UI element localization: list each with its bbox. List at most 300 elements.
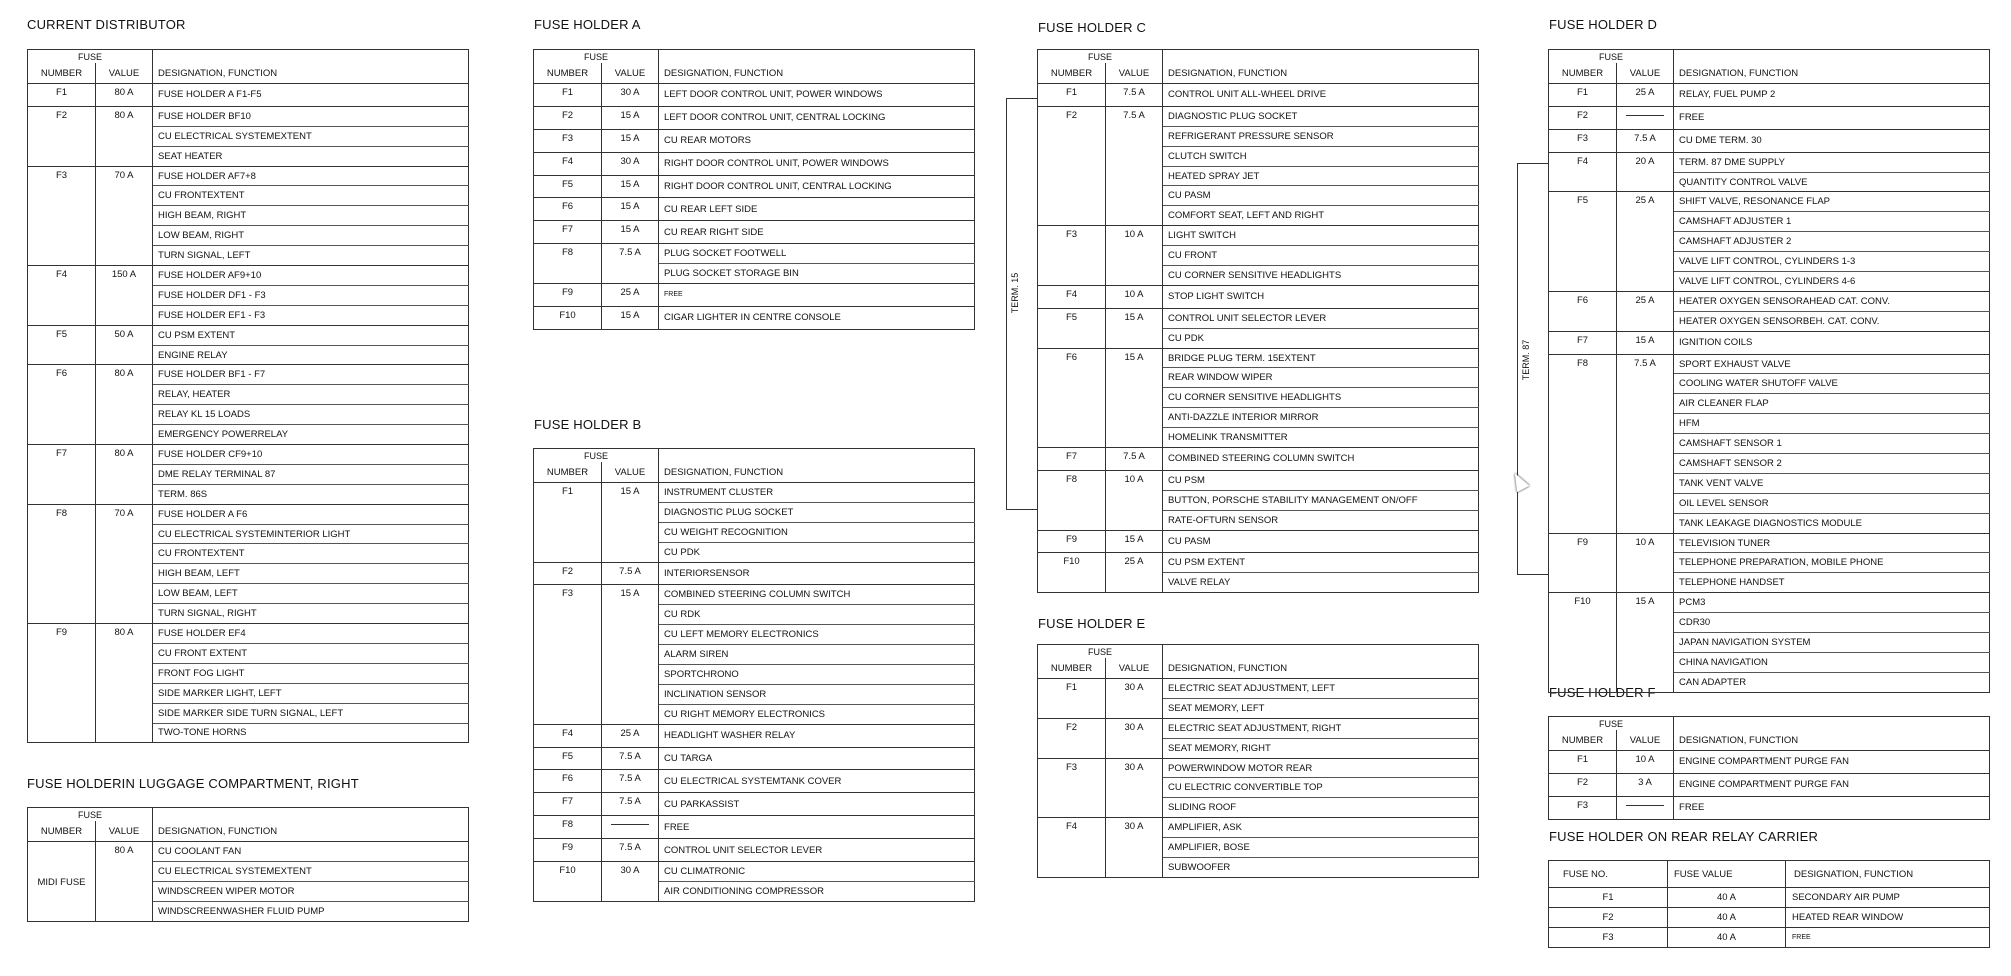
fuse-designation: HEATER OXYGEN SENSORAHEAD CAT. CONV. — [1674, 291, 1990, 311]
header-group-row — [1038, 50, 1479, 64]
header-group-row — [28, 808, 469, 822]
fuse-designation: REFRIGERANT PRESSURE SENSOR — [1163, 126, 1479, 146]
fuse-designation: CU ELECTRIC CONVERTIBLE TOP — [1163, 778, 1479, 798]
table-row — [1549, 152, 1990, 172]
fuse-value: 70 A — [96, 166, 153, 265]
fuse-value: 30 A — [1106, 679, 1163, 719]
fuse-value: 7.5 A — [602, 839, 659, 862]
fuse-number: F2 — [1038, 718, 1106, 758]
fuse-group-header: FUSE — [1549, 50, 1674, 64]
fuse-designation: CU PASM — [1163, 530, 1479, 553]
fuse-value: 10 A — [1106, 470, 1163, 530]
fuse-number: F5 — [1038, 308, 1106, 348]
fuse-designation: WINDSCREENWASHER FLUID PUMP — [153, 901, 469, 921]
fuse-designation: RATE-OFTURN SENSOR — [1163, 510, 1479, 530]
table-row — [1549, 751, 1990, 774]
header-spacer — [659, 50, 975, 64]
table-row — [1038, 718, 1479, 738]
value-header: VALUE — [1617, 63, 1674, 84]
table-row — [1549, 773, 1990, 796]
fuse-group-header: FUSE — [28, 808, 153, 822]
fuse-designation: JAPAN NAVIGATION SYSTEM — [1674, 633, 1990, 653]
fuse-number: F9 — [534, 839, 602, 862]
fuse-value: 10 A — [1106, 226, 1163, 286]
empty-value-dash — [1626, 115, 1664, 116]
table-row — [534, 129, 975, 152]
fuse-value: 15 A — [1106, 348, 1163, 447]
fuse-value: 30 A — [602, 84, 659, 107]
header-row — [1549, 730, 1990, 751]
fuse-designation: HIGH BEAM, LEFT — [153, 564, 469, 584]
fuse-designation: AIR CONDITIONING COMPRESSOR — [659, 881, 975, 901]
fuse-number: F2 — [1549, 908, 1668, 928]
fuse-designation: CLUTCH SWITCH — [1163, 146, 1479, 166]
fuse-designation: CIGAR LIGHTER IN CENTRE CONSOLE — [659, 306, 975, 329]
fuse-designation: FUSE HOLDER EF4 — [153, 624, 469, 644]
value-header: VALUE — [602, 63, 659, 84]
fuse-number: F5 — [534, 175, 602, 198]
fuse-number: F3 — [534, 585, 602, 724]
table-row — [28, 445, 469, 465]
fuse-designation: ELECTRIC SEAT ADJUSTMENT, LEFT — [1163, 679, 1479, 699]
fuse-number: F8 — [1038, 470, 1106, 530]
fuse-value: 25 A — [602, 284, 659, 307]
table-row — [1549, 593, 1990, 613]
fuse-number: F3 — [28, 166, 96, 265]
fuse-designation: CU PDK — [1163, 328, 1479, 348]
fuse-designation: RIGHT DOOR CONTROL UNIT, CENTRAL LOCKING — [659, 175, 975, 198]
table-row — [1038, 106, 1479, 126]
header-group-row — [1549, 717, 1990, 731]
fuse-number: F1 — [1549, 888, 1668, 908]
fuse-designation: CU ELECTRICAL SYSTEMEXTENT — [153, 861, 469, 881]
fuse-designation: CU TARGA — [659, 747, 975, 770]
fuse-designation: ELECTRIC SEAT ADJUSTMENT, RIGHT — [1163, 718, 1479, 738]
fuse-value: 70 A — [96, 504, 153, 623]
fuse-designation: SEAT MEMORY, LEFT — [1163, 698, 1479, 718]
fuse-designation: OIL LEVEL SENSOR — [1674, 493, 1990, 513]
designation-header: DESIGNATION, FUNCTION — [1674, 730, 1990, 751]
fuse-number: F4 — [1038, 285, 1106, 308]
table-row — [534, 562, 975, 585]
fuse-value: 10 A — [1617, 533, 1674, 593]
table-row — [28, 266, 469, 286]
fuse-designation: CU PARKASSIST — [659, 793, 975, 816]
fuse-value: 25 A — [1617, 84, 1674, 107]
fuse-value: 30 A — [1106, 718, 1163, 758]
designation-header: DESIGNATION, FUNCTION — [659, 63, 975, 84]
fuse-value: 15 A — [602, 306, 659, 329]
fuse-value: 7.5 A — [1617, 129, 1674, 152]
table-row — [534, 221, 975, 244]
fuse-designation: FREE — [1786, 928, 1990, 948]
fuse-number: F2 — [1549, 773, 1617, 796]
fuse-designation: SIDE MARKER SIDE TURN SIGNAL, LEFT — [153, 703, 469, 723]
fuse-value: 30 A — [1106, 758, 1163, 818]
table-row — [1038, 285, 1479, 308]
designation-header: DESIGNATION, FUNCTION — [1674, 63, 1990, 84]
fuse-designation: FUSE HOLDER BF1 - F7 — [153, 365, 469, 385]
header-spacer — [153, 50, 469, 64]
fuse-value: 50 A — [96, 325, 153, 365]
fuse-value: 7.5 A — [1106, 106, 1163, 225]
fuse-value: 7.5 A — [602, 770, 659, 793]
fuse-number: F7 — [28, 445, 96, 505]
fuse-value: 15 A — [602, 129, 659, 152]
fuse-designation: CAMSHAFT SENSOR 2 — [1674, 454, 1990, 474]
header-spacer — [1674, 717, 1990, 731]
fuse-designation: QUANTITY CONTROL VALVE — [1674, 172, 1990, 192]
table-row — [1549, 354, 1990, 374]
header-row — [1038, 658, 1479, 679]
luggage-holder-table — [27, 807, 469, 922]
designation-header: DESIGNATION, FUNCTION — [659, 462, 975, 483]
fuse-designation: FUSE HOLDER CF9+10 — [153, 445, 469, 465]
fuse-designation: FRONT FOG LIGHT — [153, 663, 469, 683]
fuse-value: 15 A — [1106, 308, 1163, 348]
table-row — [1549, 192, 1990, 212]
fuse-designation: ENGINE RELAY — [153, 345, 469, 365]
current-distributor-table — [27, 49, 469, 743]
fuse-number: F6 — [1038, 348, 1106, 447]
table-row — [534, 152, 975, 175]
fuse-designation: CAN ADAPTER — [1674, 672, 1990, 692]
fuse-designation: DIAGNOSTIC PLUG SOCKET — [1163, 106, 1479, 126]
empty-value-dash — [611, 824, 649, 825]
fuse-group-header: FUSE — [534, 50, 659, 64]
fuse-designation: CAMSHAFT ADJUSTER 2 — [1674, 232, 1990, 252]
fuse-number: F4 — [1038, 818, 1106, 878]
fuse-designation: FUSE HOLDER DF1 - F3 — [153, 285, 469, 305]
fuse-number: F9 — [28, 624, 96, 743]
fuse-number: F6 — [534, 770, 602, 793]
table-row — [1038, 530, 1479, 553]
fuse-designation: SLIDING ROOF — [1163, 798, 1479, 818]
fuse-designation: CONTROL UNIT ALL-WHEEL DRIVE — [1163, 84, 1479, 107]
fuse-designation: TURN SIGNAL, LEFT — [153, 246, 469, 266]
fuse-value: 7.5 A — [602, 562, 659, 585]
fuse-designation: CU PSM EXTENT — [1163, 553, 1479, 573]
fuse-holder-e-table — [1037, 644, 1479, 878]
header-group-row — [534, 50, 975, 64]
fuse-designation: LOW BEAM, RIGHT — [153, 226, 469, 246]
designation-header: DESIGNATION, FUNCTION — [153, 821, 469, 842]
fuse-designation: HEATED SPRAY JET — [1163, 166, 1479, 186]
fuse-value: 7.5 A — [602, 793, 659, 816]
fuse-number: F1 — [1038, 679, 1106, 719]
fuse-designation: COMBINED STEERING COLUMN SWITCH — [659, 585, 975, 605]
fuse-designation: TERM. 86S — [153, 484, 469, 504]
fuse-number: F9 — [1549, 533, 1617, 593]
fuse-designation: CU DME TERM. 30 — [1674, 129, 1990, 152]
header-spacer — [659, 449, 975, 463]
fuse-designation: CDR30 — [1674, 613, 1990, 633]
table-row — [1549, 106, 1990, 129]
fuse-value: 15 A — [602, 175, 659, 198]
luggage-holder-title: FUSE HOLDERIN LUGGAGE COMPARTMENT, RIGHT — [27, 776, 359, 791]
fuse-holder-e-title: FUSE HOLDER E — [1038, 616, 1146, 631]
fuse-designation: FREE — [1674, 106, 1990, 129]
fuse-designation: FUSE HOLDER A F6 — [153, 504, 469, 524]
fuse-designation: CU REAR RIGHT SIDE — [659, 221, 975, 244]
header-row — [534, 462, 975, 483]
fuse-holder-a-title: FUSE HOLDER A — [534, 17, 641, 32]
fuse-value: 40 A — [1668, 888, 1786, 908]
header-group-row — [1549, 50, 1990, 64]
header-spacer — [153, 808, 469, 822]
table-row — [28, 624, 469, 644]
fuse-designation: CU CLIMATRONIC — [659, 862, 975, 882]
fuse-number: F2 — [1038, 106, 1106, 225]
fuse-designation: RELAY, FUEL PUMP 2 — [1674, 84, 1990, 107]
fuse-designation: PLUG SOCKET FOOTWELL — [659, 244, 975, 264]
table-row — [534, 106, 975, 129]
fuse-designation: INTERIORSENSOR — [659, 562, 975, 585]
table-row — [1549, 888, 1990, 908]
fuse-value: 30 A — [602, 152, 659, 175]
fuse-group-header: FUSE — [28, 50, 153, 64]
header-spacer — [1674, 50, 1990, 64]
fuse-value — [1617, 106, 1674, 129]
fuse-designation: COMBINED STEERING COLUMN SWITCH — [1163, 448, 1479, 471]
fuse-designation: COOLING WATER SHUTOFF VALVE — [1674, 374, 1990, 394]
fuse-value — [1617, 796, 1674, 819]
fuse-number: F3 — [1549, 796, 1617, 819]
fuse-designation: SUBWOOFER — [1163, 858, 1479, 878]
fuse-designation: CU WEIGHT RECOGNITION — [659, 522, 975, 542]
fuse-value: 7.5 A — [1106, 448, 1163, 471]
header-row — [28, 821, 469, 842]
fuse-designation: LEFT DOOR CONTROL UNIT, CENTRAL LOCKING — [659, 106, 975, 129]
designation-header: DESIGNATION, FUNCTION — [153, 63, 469, 84]
fuse-value: 7.5 A — [1617, 354, 1674, 533]
table-row — [1549, 129, 1990, 152]
fuse-designation: CU COOLANT FAN — [153, 842, 469, 862]
table-row — [1038, 553, 1479, 573]
fuse-designation: STOP LIGHT SWITCH — [1163, 285, 1479, 308]
fuse-value: 15 A — [602, 221, 659, 244]
fuse-number: F1 — [1549, 751, 1617, 774]
fuse-value: 10 A — [1106, 285, 1163, 308]
fuse-value: 80 A — [96, 84, 153, 107]
fuse-designation: TELEVISION TUNER — [1674, 533, 1990, 553]
fuse-value: 40 A — [1668, 928, 1786, 948]
value-header: VALUE — [602, 462, 659, 483]
table-row — [1549, 796, 1990, 819]
fuse-value: 3 A — [1617, 773, 1674, 796]
fuse-value: 7.5 A — [602, 244, 659, 284]
header-group-row — [1038, 645, 1479, 659]
header-spacer — [1163, 645, 1479, 659]
header-row — [534, 63, 975, 84]
fuse-designation: HEADLIGHT WASHER RELAY — [659, 724, 975, 747]
table-row — [534, 284, 975, 307]
fuse-designation: TURN SIGNAL, RIGHT — [153, 604, 469, 624]
fuse-designation: PCM3 — [1674, 593, 1990, 613]
fuse-number: F2 — [1549, 106, 1617, 129]
term-15-label: TERM. 15 — [1010, 272, 1020, 314]
fuse-number: F9 — [1038, 530, 1106, 553]
fuse-number: F10 — [1549, 593, 1617, 692]
fuse-value: 25 A — [602, 724, 659, 747]
fuse-designation: FREE — [659, 284, 975, 307]
fuse-number: F3 — [1549, 129, 1617, 152]
table-row — [534, 793, 975, 816]
fuse-number: F3 — [534, 129, 602, 152]
fuse-value-header: FUSE VALUE — [1668, 861, 1786, 888]
fuse-value: 25 A — [1617, 291, 1674, 331]
fuse-designation: BUTTON, PORSCHE STABILITY MANAGEMENT ON/OFF — [1163, 490, 1479, 510]
table-row — [1038, 679, 1479, 699]
fuse-designation: CU PSM EXTENT — [153, 325, 469, 345]
fuse-designation: SECONDARY AIR PUMP — [1786, 888, 1990, 908]
fuse-designation: CU RDK — [659, 605, 975, 625]
fuse-holder-b-title: FUSE HOLDER B — [534, 417, 642, 432]
fuse-designation: VALVE LIFT CONTROL, CYLINDERS 4-6 — [1674, 272, 1990, 292]
table-row — [28, 84, 469, 107]
fuse-number: F6 — [534, 198, 602, 221]
fuse-designation: HOMELINK TRANSMITTER — [1163, 428, 1479, 448]
table-row — [28, 166, 469, 186]
fuse-value: 20 A — [1617, 152, 1674, 192]
fuse-group-header: FUSE — [1038, 50, 1163, 64]
fuse-number: F10 — [534, 306, 602, 329]
fuse-designation: CHINA NAVIGATION — [1674, 652, 1990, 672]
fuse-designation: CU REAR LEFT SIDE — [659, 198, 975, 221]
fuse-value: 15 A — [602, 106, 659, 129]
fuse-number: F3 — [1038, 226, 1106, 286]
designation-header: DESIGNATION, FUNCTION — [1163, 658, 1479, 679]
rear-relay-table — [1548, 860, 1990, 948]
current-distributor-title: CURRENT DISTRIBUTOR — [27, 17, 186, 32]
fuse-designation: CAMSHAFT SENSOR 1 — [1674, 434, 1990, 454]
fuse-designation: HIGH BEAM, RIGHT — [153, 206, 469, 226]
fuse-designation: RELAY, HEATER — [153, 385, 469, 405]
header-row — [1038, 63, 1479, 84]
fuse-designation: CU PASM — [1163, 186, 1479, 206]
fuse-designation: FREE — [1674, 796, 1990, 819]
fuse-number: F5 — [1549, 192, 1617, 291]
table-row — [1038, 470, 1479, 490]
fuse-designation: RELAY KL 15 LOADS — [153, 405, 469, 425]
fuse-designation: HFM — [1674, 414, 1990, 434]
table-row — [534, 244, 975, 264]
table-row — [28, 842, 469, 862]
header-group-row — [534, 449, 975, 463]
number-header: NUMBER — [28, 63, 96, 84]
fuse-designation: TANK LEAKAGE DIAGNOSTICS MODULE — [1674, 513, 1990, 533]
fuse-designation: DIAGNOSTIC PLUG SOCKET — [659, 502, 975, 522]
fuse-designation: AMPLIFIER, BOSE — [1163, 838, 1479, 858]
fuse-value: 80 A — [96, 445, 153, 505]
fuse-designation: ENGINE COMPARTMENT PURGE FAN — [1674, 773, 1990, 796]
fuse-designation: CU REAR MOTORS — [659, 129, 975, 152]
fuse-value: 25 A — [1106, 553, 1163, 593]
fuse-designation: AMPLIFIER, ASK — [1163, 818, 1479, 838]
fuse-designation: FUSE HOLDER AF7+8 — [153, 166, 469, 186]
fuse-number: F4 — [534, 724, 602, 747]
fuse-designation: ENGINE COMPARTMENT PURGE FAN — [1674, 751, 1990, 774]
fuse-number: F8 — [28, 504, 96, 623]
fuse-designation: SPORTCHRONO — [659, 665, 975, 685]
header-group-row — [28, 50, 469, 64]
fuse-designation: CU RIGHT MEMORY ELECTRONICS — [659, 704, 975, 724]
rear-relay-header — [1549, 861, 1990, 888]
fuse-value: 7.5 A — [1106, 84, 1163, 107]
fuse-number: F4 — [1549, 152, 1617, 192]
fuse-number: F2 — [534, 562, 602, 585]
table-row — [1038, 348, 1479, 368]
fuse-designation: IGNITION COILS — [1674, 331, 1990, 354]
fuse-number: F5 — [28, 325, 96, 365]
fuse-holder-d-table — [1548, 49, 1990, 693]
fuse-designation: LOW BEAM, LEFT — [153, 584, 469, 604]
table-row — [1549, 928, 1990, 948]
fuse-number: MIDI FUSE — [28, 842, 96, 922]
number-header: NUMBER — [534, 462, 602, 483]
value-header: VALUE — [1617, 730, 1674, 751]
table-row — [1549, 291, 1990, 311]
fuse-designation: EMERGENCY POWERRELAY — [153, 425, 469, 445]
fuse-designation: SEAT HEATER — [153, 146, 469, 166]
fuse-designation: LIGHT SWITCH — [1163, 226, 1479, 246]
fuse-number: F2 — [534, 106, 602, 129]
fuse-group-header: FUSE — [1038, 645, 1163, 659]
fuse-number: F9 — [534, 284, 602, 307]
fuse-designation: CU FRONTEXTENT — [153, 186, 469, 206]
table-row — [534, 198, 975, 221]
fuse-number: F6 — [28, 365, 96, 445]
fuse-number: F7 — [534, 793, 602, 816]
fuse-number: F1 — [28, 84, 96, 107]
value-header: VALUE — [96, 821, 153, 842]
fuse-number: F1 — [534, 84, 602, 107]
fuse-designation: CU FRONT — [1163, 246, 1479, 266]
fuse-designation: CU PDK — [659, 542, 975, 562]
fuse-number: F7 — [1038, 448, 1106, 471]
fuse-value: 25 A — [1617, 192, 1674, 291]
table-row — [534, 747, 975, 770]
rear-relay-title: FUSE HOLDER ON REAR RELAY CARRIER — [1549, 829, 1819, 844]
fuse-designation: FUSE HOLDER A F1-F5 — [153, 84, 469, 107]
fuse-value: 15 A — [1106, 530, 1163, 553]
fuse-number: F1 — [1038, 84, 1106, 107]
fuse-holder-b-table — [533, 448, 975, 902]
fuse-designation: FUSE HOLDER EF1 - F3 — [153, 305, 469, 325]
fuse-number: F1 — [534, 483, 602, 563]
fuse-value: 10 A — [1617, 751, 1674, 774]
fuse-value: 15 A — [602, 585, 659, 724]
fuse-value: 15 A — [1617, 331, 1674, 354]
fuse-designation: SPORT EXHAUST VALVE — [1674, 354, 1990, 374]
number-header: NUMBER — [1038, 63, 1106, 84]
fuse-number: F6 — [1549, 291, 1617, 331]
fuse-designation: SIDE MARKER LIGHT, LEFT — [153, 683, 469, 703]
fuse-designation: CU PSM — [1163, 470, 1479, 490]
fuse-number: F10 — [1038, 553, 1106, 593]
fuse-designation: TWO-TONE HORNS — [153, 723, 469, 743]
table-row — [1038, 84, 1479, 107]
fuse-number: F8 — [534, 816, 602, 839]
fuse-designation: TELEPHONE PREPARATION, MOBILE PHONE — [1674, 553, 1990, 573]
fuse-number: F7 — [1549, 331, 1617, 354]
fuse-designation: FREE — [659, 816, 975, 839]
fuse-designation: CU ELECTRICAL SYSTEMINTERIOR LIGHT — [153, 524, 469, 544]
fuse-value: 15 A — [1617, 593, 1674, 692]
designation-header: DESIGNATION, FUNCTION — [1794, 868, 1914, 880]
fuse-designation: ANTI-DAZZLE INTERIOR MIRROR — [1163, 408, 1479, 428]
table-row — [28, 325, 469, 345]
